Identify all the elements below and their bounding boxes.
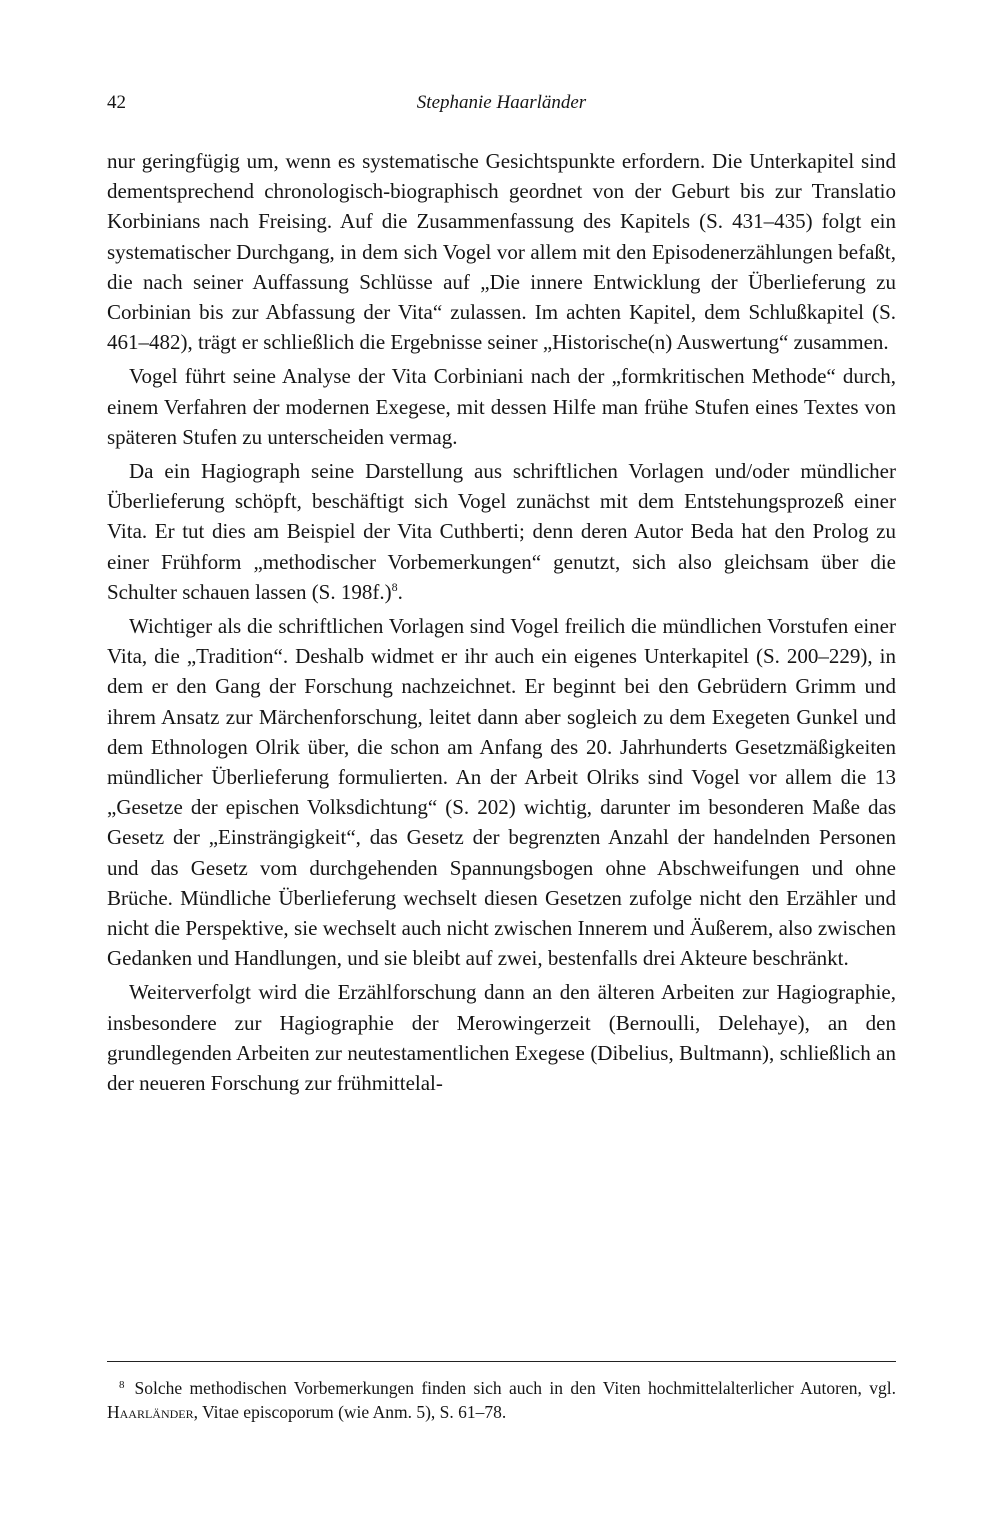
running-title: Stephanie Haarländer [416, 92, 587, 113]
paragraph-text: Wichtiger als die schriftlichen Vorlagen sind Vogel freilich die mündlichen Vorstufen einer Vita, die „Tradition“. Deshalb widmet er ihr auch ein eigenes Unterkapitel (S. 200–229), in dem er den Gang der Forschung nachzeichnet. Er beginnt bei den Gebrüdern Grimm und ihrem Ansatz zur Märchenforschung, leitet dann aber sogleich zu dem Exegeten Gunkel und dem Ethnologen Olrik über, die schon am Anfang des 20. Jahrhunderts Gesetzmäßigkeiten mündlicher Überlieferung formulierten. An der Arbeit Olriks sind Vogel vor allem die 13 „Gesetze der epischen Volksdichtung“ (S. 202) wichtig, darunter im besonderen Maße das Gesetz der „Einsträngigkeit“, das Gesetz der begrenzten Anzahl der handelnden Personen und das Gesetz vom durchgehenden Spannungsbogen ohne Abschweifungen und ohne Brüche. Mündliche Überlieferung wechselt diesen Gesetzen zufolge nicht den Erzähler und nicht die Perspektive, sie wechselt auch nicht zwischen Innerem und Äußerem, also zwischen Gedanken und Handlungen, und sie bleibt auf zwei, bestenfalls drei Akteure beschränkt. [107, 614, 896, 971]
paragraph [107, 456, 896, 607]
footnotes [107, 1376, 896, 1424]
footnote-text: Solche methodischen Vorbemerkungen finden sich auch in den Viten hochmittelalterlicher Autoren, vgl. [134, 1378, 896, 1398]
running-head [107, 92, 896, 120]
author-name: Haarländer [107, 1402, 194, 1422]
footnote-text: , Vitae episcoporum (wie Anm. 5), S. 61–78. [193, 1402, 507, 1422]
paragraph [107, 361, 896, 452]
paragraph-text: Weiterverfolgt wird die Erzählforschung dann an den älteren Arbeiten zur Hagiographie, insbesondere zur Hagiographie der Merowingerzeit (Bernoulli, Delehaye), an den grundlegenden Arbeiten zur neutestamentlichen Exegese (Dibelius, Bultmann), schließlich an der neueren Forschung zur frühmittelal- [107, 980, 896, 1096]
footnote-reference[interactable]: 8 [391, 579, 398, 594]
paragraph-text: Vogel führt seine Analyse der Vita Corbiniani nach der „formkritischen Methode“ durch, einem Verfahren der modernen Exegese, mit dessen Hilfe man frühe Stufen eines Textes von späteren Stufen zu unterscheiden vermag. [107, 364, 896, 449]
footnote-mark: 8 [119, 1379, 125, 1391]
paragraph-text: nur geringfügig um, wenn es systematische Gesichtspunkte erfordern. Die Unterkapitel sind dementsprechend chronologisch-biographisch geordnet von der Geburt bis zur Translatio Korbinians nach Freising. Auf die Zusammenfassung des Kapitels (S. 431–435) folgt ein systematischer Durchgang, in dem sich Vogel vor allem mit den Episodenerzählungen befaßt, die nach seiner Auffassung Schlüsse auf „Die innere Entwicklung der Überlieferung zu Corbinian bis zur Abfassung der Vita“ zulassen. Im achten Kapitel, dem Schlußkapitel (S. 461–482), trägt er schließlich die Ergebnisse seiner „Historische(n) Auswertung“ zusammen. [107, 149, 896, 355]
footnote-rule [107, 1361, 896, 1362]
page-number: 42 [107, 92, 126, 113]
paragraph [107, 611, 896, 973]
paragraph-text: Da ein Hagiograph seine Darstellung aus schriftlichen Vorlagen und/oder mündlicher Überlieferung schöpft, beschäftigt sich Vogel zunächst mit dem Entstehungsprozeß einer Vita. Er tut dies am Beispiel der Vita Cuthberti; denn deren Autor Beda hat den Prolog zu einer Frühform „methodischer Vorbemerkungen“ genutzt, sich also gleichsam über die Schulter schauen lassen (S. 198f.) [107, 459, 896, 604]
page-content [107, 92, 896, 1102]
body-text [107, 146, 896, 1098]
footnote [107, 1376, 896, 1424]
paragraph [107, 146, 896, 357]
paragraph-text: . [397, 579, 403, 604]
paragraph [107, 977, 896, 1098]
